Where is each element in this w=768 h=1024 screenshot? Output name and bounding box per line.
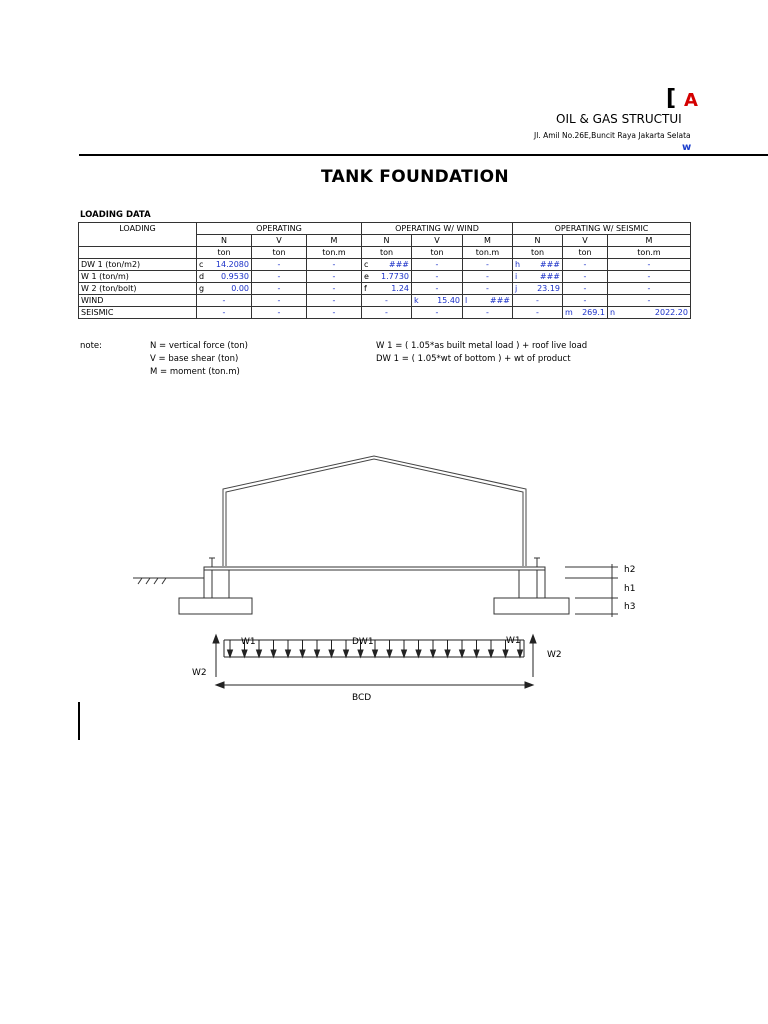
table-cell: -	[513, 307, 563, 319]
row-label: W 1 (ton/m)	[79, 271, 197, 283]
table-row	[79, 259, 691, 271]
table-cell: -	[252, 271, 307, 283]
table-cell: -	[412, 307, 463, 319]
label-h2: h2	[624, 565, 636, 575]
header-divider	[79, 154, 768, 156]
row-label: DW 1 (ton/m2)	[79, 259, 197, 271]
group-header: OPERATING	[197, 223, 362, 235]
dw1-arrow-head	[286, 650, 291, 657]
table-cell	[197, 259, 252, 271]
table-cell: -	[252, 283, 307, 295]
tank-outline	[223, 456, 526, 566]
table-units-row	[79, 247, 691, 259]
cell-ref-letter: e	[364, 272, 369, 281]
table-cell: -	[463, 271, 513, 283]
cell-value: ###	[489, 296, 510, 305]
cell-value: 14.2080	[215, 260, 249, 269]
dw1-arrow-head	[416, 650, 421, 657]
loading-header: LOADING	[79, 223, 197, 247]
table-cell: -	[608, 295, 691, 307]
table-cell	[463, 295, 513, 307]
table-cell: -	[608, 283, 691, 295]
sub-header: M	[463, 235, 513, 247]
dw1-arrow-head	[271, 650, 276, 657]
dw1-arrow-head	[373, 650, 378, 657]
tank-foundation-drawing	[0, 440, 768, 760]
cell-value: ###	[539, 260, 560, 269]
dw1-arrow-head	[474, 650, 479, 657]
note-label: note:	[80, 341, 103, 351]
table-cell: -	[412, 283, 463, 295]
cell-value: 0.9530	[221, 272, 249, 281]
label-w1-right: W1	[506, 636, 521, 646]
dw1-arrow-head	[242, 650, 247, 657]
dw1-arrow-head	[445, 650, 450, 657]
label-h3: h3	[624, 602, 636, 612]
table-cell: -	[563, 271, 608, 283]
dw1-arrow-head	[300, 650, 305, 657]
dw1-arrow-head	[315, 650, 320, 657]
company-address: Jl. Amil No.26E,Buncit Raya Jakarta Selata	[534, 131, 691, 140]
sub-header: N	[362, 235, 412, 247]
unit-cell: ton	[513, 247, 563, 259]
bcd-dimension	[216, 682, 533, 688]
table-cell: -	[463, 283, 513, 295]
cell-ref-letter: c	[364, 260, 369, 269]
logo-mark: A	[684, 90, 698, 111]
row-label: W 2 (ton/bolt)	[79, 283, 197, 295]
table-row	[79, 307, 691, 319]
dw1-arrow-head	[402, 650, 407, 657]
cell-value: 1.7730	[381, 272, 409, 281]
table-cell: -	[307, 283, 362, 295]
table-cell: -	[252, 259, 307, 271]
table-cell: -	[608, 271, 691, 283]
dw1-arrow-head	[460, 650, 465, 657]
cell-value: ###	[388, 260, 409, 269]
table-cell	[412, 295, 463, 307]
group-header: OPERATING W/ WIND	[362, 223, 513, 235]
dw1-arrow-head	[329, 650, 334, 657]
note-line: N = vertical force (ton)	[150, 341, 248, 351]
table-cell: -	[252, 295, 307, 307]
table-cell: -	[563, 295, 608, 307]
label-w2-right: W2	[547, 650, 562, 660]
table-row	[79, 283, 691, 295]
note-line: V = base shear (ton)	[150, 354, 239, 364]
anchor-bolts	[209, 558, 540, 567]
table-cell: -	[608, 259, 691, 271]
unit-cell: ton	[412, 247, 463, 259]
label-w1-left: W1	[241, 637, 256, 647]
cell-ref-letter: d	[199, 272, 205, 281]
unit-cell: ton	[252, 247, 307, 259]
sub-header: V	[563, 235, 608, 247]
group-header: OPERATING W/ SEISMIC	[513, 223, 691, 235]
table-cell	[197, 271, 252, 283]
table-cell: -	[197, 295, 252, 307]
table-cell: -	[463, 259, 513, 271]
cell-ref-letter: m	[565, 308, 573, 317]
cell-ref-letter: n	[610, 308, 616, 317]
company-name: OIL & GAS STRUCTUI	[556, 112, 682, 126]
dw1-arrow-head	[358, 650, 363, 657]
sub-header: V	[412, 235, 463, 247]
dw1-arrow-head	[228, 650, 233, 657]
cell-ref-letter: h	[515, 260, 521, 269]
cell-value: 0.00	[231, 284, 249, 293]
sub-header: N	[197, 235, 252, 247]
dw1-arrow-head	[344, 650, 349, 657]
logo-bracket: [	[666, 86, 677, 111]
sub-header: M	[608, 235, 691, 247]
units-label-cell	[79, 247, 197, 259]
unit-cell: ton	[197, 247, 252, 259]
unit-cell: ton.m	[608, 247, 691, 259]
table-cell	[362, 259, 412, 271]
note-line: M = moment (ton.m)	[150, 367, 240, 377]
cell-value: 23.19	[537, 284, 560, 293]
sub-header: M	[307, 235, 362, 247]
dw1-arrow-head	[518, 650, 523, 657]
label-h1: h1	[624, 584, 636, 594]
label-dw1: DW1	[352, 637, 374, 647]
dw1-arrow-head	[503, 650, 508, 657]
note-definitions	[150, 340, 248, 379]
ground-hatch	[133, 578, 204, 584]
cell-value: 2022.20	[654, 308, 688, 317]
sub-header: N	[513, 235, 563, 247]
label-w2-left: W2	[192, 668, 207, 678]
load-arrows	[213, 635, 536, 677]
table-row	[79, 295, 691, 307]
table-body	[79, 259, 691, 319]
table-cell: -	[513, 295, 563, 307]
cell-ref-letter: i	[515, 272, 518, 281]
dw1-arrow-head	[257, 650, 262, 657]
height-dimensions	[565, 564, 618, 617]
table-cell	[513, 283, 563, 295]
unit-cell: ton.m	[463, 247, 513, 259]
company-web[interactable]: w	[682, 142, 692, 153]
table-cell: -	[307, 307, 362, 319]
table-cell: -	[412, 259, 463, 271]
table-cell	[362, 271, 412, 283]
note-line: DW 1 = ( 1.05*wt of bottom ) + wt of product	[376, 354, 571, 364]
table-cell: -	[307, 271, 362, 283]
sub-header: V	[252, 235, 307, 247]
table-cell	[513, 271, 563, 283]
unit-cell: ton	[362, 247, 412, 259]
cell-ref-letter: g	[199, 284, 205, 293]
cell-ref-letter: l	[465, 296, 468, 305]
table-cell: -	[563, 283, 608, 295]
cell-value: 1.24	[391, 284, 409, 293]
label-bcd: BCD	[352, 693, 372, 703]
table-row	[79, 271, 691, 283]
cell-value: 269.1	[582, 308, 605, 317]
cell-ref-letter: j	[515, 284, 518, 293]
table-cell	[608, 307, 691, 319]
table-cell: -	[463, 307, 513, 319]
cell-ref-letter: k	[414, 296, 419, 305]
table-cell	[563, 307, 608, 319]
cell-value: 15.40	[437, 296, 460, 305]
row-label: WIND	[79, 295, 197, 307]
dw1-arrow-head	[387, 650, 392, 657]
section-title: LOADING DATA	[80, 210, 151, 220]
cell-ref-letter: f	[364, 284, 367, 293]
table-cell	[362, 283, 412, 295]
table-cell: -	[307, 295, 362, 307]
table-header-groups	[79, 223, 691, 235]
note-formulas	[376, 340, 587, 366]
table-cell: -	[197, 307, 252, 319]
cell-ref-letter: c	[199, 260, 204, 269]
ringwall-section	[179, 567, 569, 614]
row-label: SEISMIC	[79, 307, 197, 319]
table-cell: -	[362, 295, 412, 307]
table-cell: -	[252, 307, 307, 319]
loading-data-table	[78, 222, 691, 319]
unit-cell: ton.m	[307, 247, 362, 259]
page-title: TANK FOUNDATION	[321, 167, 509, 187]
unit-cell: ton	[563, 247, 608, 259]
dw1-arrow-head	[489, 650, 494, 657]
table-cell	[197, 283, 252, 295]
note-line: W 1 = ( 1.05*as built metal load ) + roof live load	[376, 341, 588, 351]
table-cell: -	[362, 307, 412, 319]
table-cell: -	[412, 271, 463, 283]
dw1-arrow-head	[431, 650, 436, 657]
table-cell: -	[307, 259, 362, 271]
cell-value: ###	[539, 272, 560, 281]
table-cell: -	[563, 259, 608, 271]
table-cell	[513, 259, 563, 271]
